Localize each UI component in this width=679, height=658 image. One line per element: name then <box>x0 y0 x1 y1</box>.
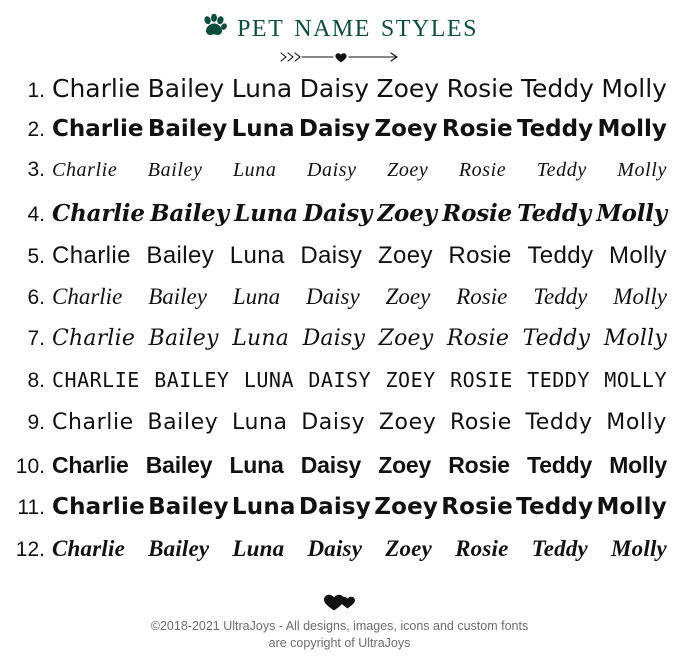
name-item: Bailey <box>148 284 207 309</box>
name-item: Molly <box>596 494 667 520</box>
table-row <box>14 116 669 158</box>
name-item: Zoey <box>377 242 433 269</box>
table-row <box>14 536 669 578</box>
name-item: Luna <box>229 452 284 478</box>
name-item: Charlie <box>52 200 145 227</box>
name-item: Daisy <box>298 494 371 520</box>
name-item: Rosie <box>441 494 513 520</box>
row-names <box>52 536 669 562</box>
name-item: Rosie <box>448 242 512 269</box>
name-item: Luna <box>232 536 285 561</box>
name-item: Luna <box>232 326 290 351</box>
row-names <box>52 410 669 435</box>
name-item: Luna <box>231 74 293 103</box>
name-item: Bailey <box>145 452 213 478</box>
table-row <box>14 158 669 200</box>
name-item: Molly <box>603 326 667 351</box>
name-item: Rosie <box>449 410 512 435</box>
name-item: Rosie <box>446 326 510 351</box>
row-names <box>52 200 669 227</box>
name-item: Teddy <box>536 159 587 181</box>
name-item: Luna <box>231 494 296 520</box>
name-item: Rosie <box>455 536 509 561</box>
name-item: Rosie <box>441 116 513 142</box>
page-title: pet name styles <box>237 7 478 44</box>
name-item: Charlie <box>52 284 123 309</box>
name-item: BAILEY <box>154 368 230 392</box>
row-number: 9. <box>27 411 45 434</box>
name-item: Teddy <box>525 410 593 435</box>
name-item: MOLLY <box>604 368 667 392</box>
name-item: Charlie <box>52 74 141 103</box>
row-number: 10. <box>15 455 45 478</box>
name-item: Zoey <box>374 494 439 520</box>
style-list <box>0 74 679 578</box>
table-row <box>14 494 669 536</box>
name-item: Bailey <box>147 116 228 142</box>
name-item: Teddy <box>533 284 588 309</box>
row-number: 2. <box>27 118 45 141</box>
row-names <box>52 494 669 520</box>
row-names <box>52 284 669 310</box>
name-item: Charlie <box>52 494 145 520</box>
copyright-line-1: ©2018-2021 UltraJoys - All designs, images, icons and custom fonts <box>150 619 529 633</box>
name-item: Zoey <box>385 536 432 561</box>
table-row <box>14 200 669 242</box>
name-item: Daisy <box>303 200 373 227</box>
name-item: Teddy <box>517 200 591 227</box>
name-item: Bailey <box>146 242 215 269</box>
name-item: Luna <box>232 159 277 181</box>
row-number: 7. <box>27 327 45 350</box>
row-number: 8. <box>27 369 45 392</box>
row-number: 3. <box>27 158 45 181</box>
name-item: Zoey <box>387 159 429 181</box>
name-item: Teddy <box>531 536 588 561</box>
name-item: Teddy <box>527 242 594 269</box>
name-item: Daisy <box>300 242 363 269</box>
name-item: Daisy <box>302 326 366 351</box>
name-item: Molly <box>608 242 667 269</box>
row-number: 11. <box>17 496 45 519</box>
name-item: Charlie <box>52 242 131 269</box>
name-item: Daisy <box>307 536 363 561</box>
name-item: Charlie <box>52 326 136 351</box>
table-row <box>14 410 669 452</box>
name-item: Zoey <box>385 284 431 309</box>
name-item: Molly <box>611 536 667 561</box>
name-item: Luna <box>234 200 298 227</box>
name-item: Luna <box>231 116 295 142</box>
name-item: Daisy <box>306 284 360 309</box>
name-item: DAISY <box>308 368 372 392</box>
name-item: Teddy <box>527 452 593 478</box>
row-number: 5. <box>27 245 45 268</box>
arrow-heart-divider-icon <box>0 46 679 68</box>
double-heart-icon <box>0 592 679 614</box>
name-item: LUNA <box>243 368 294 392</box>
name-item: Molly <box>609 452 667 478</box>
name-item: Rosie <box>448 452 510 478</box>
name-item: Charlie <box>52 452 129 478</box>
paw-icon <box>201 13 227 39</box>
name-item: CHARLIE <box>52 368 140 392</box>
name-item: Charlie <box>52 410 134 435</box>
name-item: Charlie <box>52 116 144 142</box>
row-names <box>52 368 669 392</box>
row-number: 6. <box>27 286 45 309</box>
table-row <box>14 242 669 284</box>
row-names <box>52 326 669 351</box>
name-item: Teddy <box>516 494 594 520</box>
row-names <box>52 242 669 270</box>
name-item: Charlie <box>52 159 118 181</box>
table-row <box>14 368 669 410</box>
name-item: Daisy <box>301 410 366 435</box>
table-row <box>14 452 669 494</box>
row-names <box>52 74 669 103</box>
name-item: Molly <box>606 410 667 435</box>
name-item: Bailey <box>150 200 229 227</box>
name-item: Charlie <box>52 536 125 561</box>
name-item: Rosie <box>446 74 514 103</box>
name-item: Teddy <box>516 116 594 142</box>
name-item: Bailey <box>148 326 219 351</box>
name-item: Molly <box>597 116 667 142</box>
name-item: Zoey <box>378 410 437 435</box>
row-number: 12. <box>15 538 45 561</box>
name-item: Teddy <box>520 74 594 103</box>
name-item: Zoey <box>377 200 437 227</box>
page-footer <box>0 592 679 652</box>
name-item: Teddy <box>522 326 591 351</box>
copyright-line-2: are copyright of UltraJoys <box>268 636 411 650</box>
row-names <box>52 452 669 479</box>
row-number: 1. <box>27 79 45 102</box>
name-item: Daisy <box>300 452 362 478</box>
name-item: Molly <box>617 159 667 181</box>
name-item: Molly <box>613 284 667 309</box>
table-row <box>14 284 669 326</box>
name-item: Daisy <box>299 74 370 103</box>
name-item: Daisy <box>306 159 357 181</box>
name-item: Zoey <box>374 116 438 142</box>
table-row <box>14 326 669 368</box>
row-names <box>52 116 669 142</box>
row-names <box>52 159 669 182</box>
name-item: Zoey <box>378 326 434 351</box>
name-item: Bailey <box>148 494 229 520</box>
name-item: Molly <box>601 74 667 103</box>
name-item: Luna <box>232 284 281 309</box>
name-item: Zoey <box>378 452 432 478</box>
name-item: Luna <box>229 242 285 269</box>
name-item: Daisy <box>298 116 371 142</box>
name-item: Rosie <box>442 200 512 227</box>
name-item: Rosie <box>458 159 507 181</box>
name-item: TEDDY <box>527 368 590 392</box>
name-item: Bailey <box>147 159 203 181</box>
name-item: Bailey <box>148 536 210 561</box>
page-header <box>0 0 679 48</box>
name-item: Rosie <box>456 284 508 309</box>
name-item: Bailey <box>147 74 225 103</box>
name-item: Bailey <box>147 410 219 435</box>
name-item: ROSIE <box>450 368 513 392</box>
name-item: Zoey <box>376 74 440 103</box>
name-item: Molly <box>596 200 667 227</box>
table-row <box>14 74 669 116</box>
row-number: 4. <box>27 203 45 226</box>
name-item: ZOEY <box>385 368 436 392</box>
name-item: Luna <box>231 410 288 435</box>
